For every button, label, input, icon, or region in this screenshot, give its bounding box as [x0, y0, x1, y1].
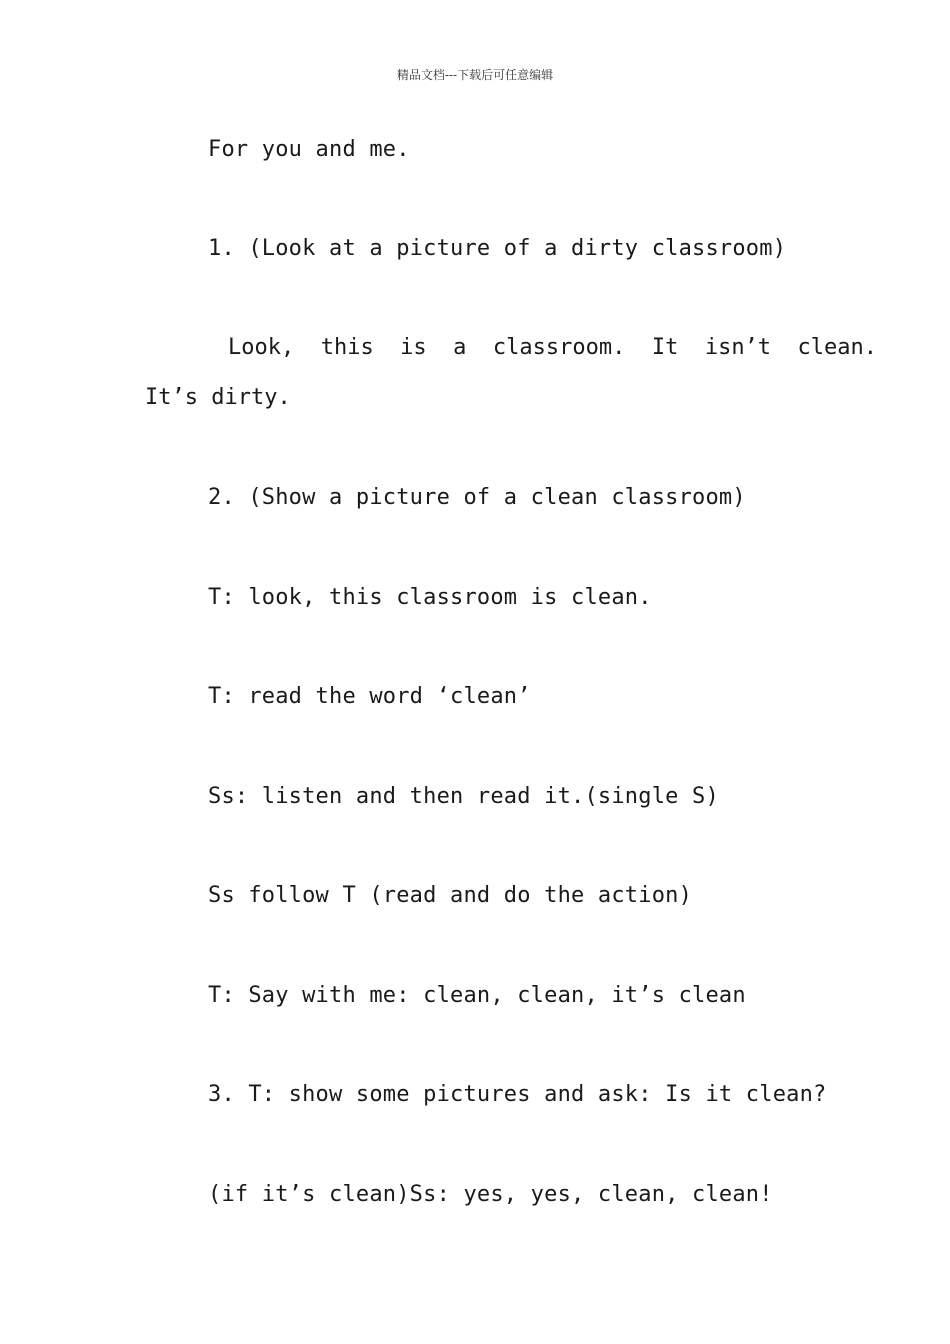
text-line-step-3: 3. T: show some pictures and ask: Is it clean?: [208, 1082, 827, 1107]
paragraph-line-2: It’s dirty.: [145, 385, 291, 410]
text-line-teacher-read: T: read the word ‘clean’: [208, 684, 531, 709]
text-line-step-1: 1. (Look at a picture of a dirty classroom): [208, 236, 787, 261]
text-line-say-with-me: T: Say with me: clean, clean, it’s clean: [208, 983, 746, 1008]
text-line-teacher-look: T: look, this classroom is clean.: [208, 585, 652, 610]
text-line-students-follow: Ss follow T (read and do the action): [208, 883, 693, 908]
text-line-students-yes: (if it’s clean)Ss: yes, yes, clean, clean!: [208, 1182, 773, 1207]
text-line-students-listen: Ss: listen and then read it.(single S): [208, 784, 719, 809]
paragraph-dirty-classroom: [145, 323, 878, 423]
text-line-step-2: 2. (Show a picture of a clean classroom): [208, 485, 746, 510]
paragraph-line-1: Look, this is a classroom. It isn’t clean.: [228, 335, 878, 360]
page-header: 精品文档---下载后可任意编辑: [396, 68, 554, 82]
text-line-for-you-and-me: For you and me.: [208, 137, 410, 162]
